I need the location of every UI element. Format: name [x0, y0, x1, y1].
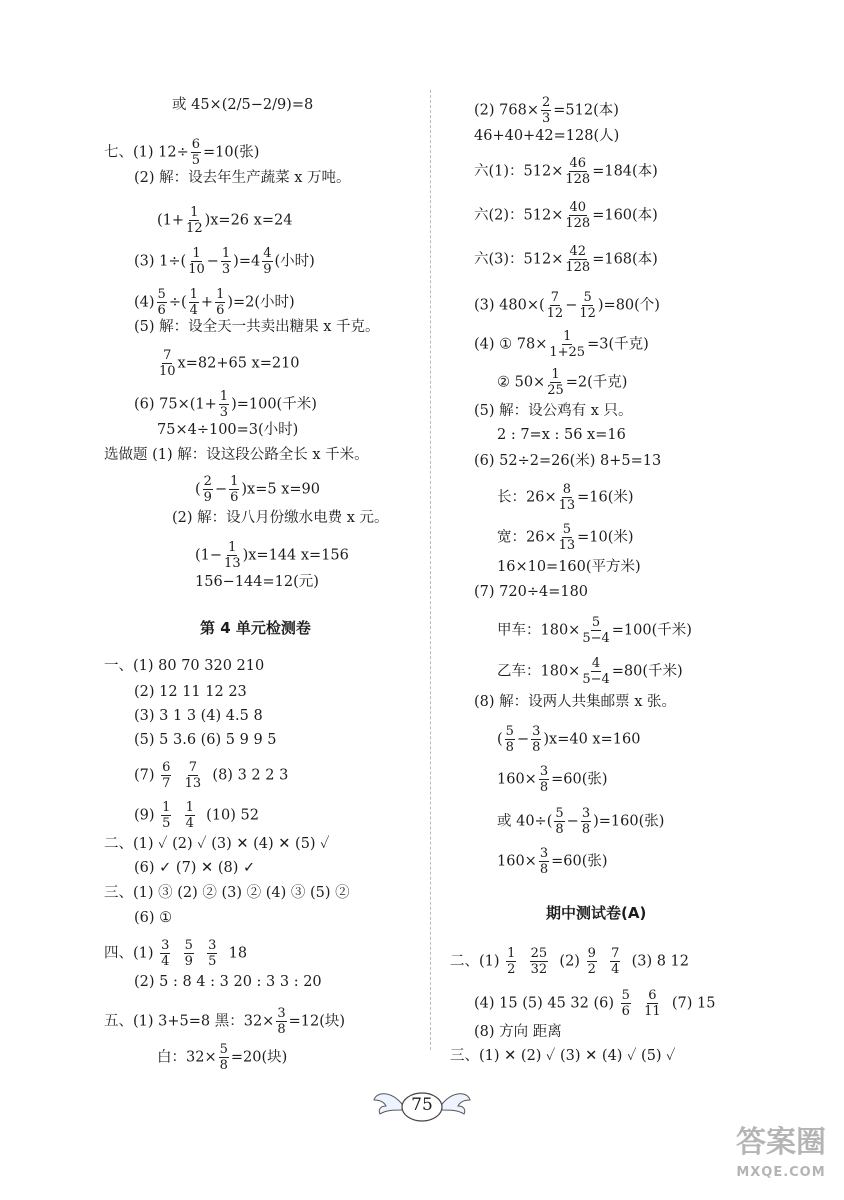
- answer-line: 长：26× $\frac{8}{13}$ =16(米): [497, 482, 634, 513]
- answer-line: (7) 720÷4=180: [474, 584, 589, 600]
- answer-line: (5) 解：设公鸡有 x 只。: [474, 403, 633, 419]
- fraction: $\frac{1}{25}$: [547, 367, 564, 398]
- fraction: $\frac{5}{12}$: [579, 290, 596, 321]
- fraction: $\frac{42}{128}$: [565, 244, 591, 275]
- fraction: $\frac{5}{6}$: [621, 988, 630, 1019]
- watermark: 答案圈 MXQE.COM: [736, 1125, 826, 1180]
- answer-line: 160× $\frac{3}{8}$ =60(张): [497, 846, 608, 877]
- fraction: $\frac{3}{8}$: [539, 764, 549, 795]
- answer-line: 五、(1) 3+5=8 黑：32× $\frac{3}{8}$ =12(块): [104, 1006, 346, 1037]
- answer-line: 75×4÷100=3(小时): [157, 422, 299, 438]
- answer-line: 四、(1) $\frac{3}{4}$ $\frac{5}{9}$ $\frac{3}{5}$ 18: [104, 938, 248, 969]
- fraction: $\frac{1}{12}$: [186, 205, 203, 236]
- answer-line: 六(1)：512× $\frac{46}{128}$ =184(本): [474, 156, 658, 187]
- fraction: $\frac{5}{5-4}$: [582, 615, 610, 646]
- fraction: $\frac{7}{13}$: [184, 760, 202, 791]
- answer-line: 2 : 7=x : 56 x=16: [497, 427, 626, 443]
- answer-line: (3) 1÷( $\frac{1}{10}$ − $\frac{1}{3}$ )=4 $\frac{4}{9}$ (小时): [134, 246, 315, 277]
- fraction: $\frac{9}{2}$: [587, 946, 596, 977]
- fraction: $\frac{46}{128}$: [565, 156, 591, 187]
- fraction: $\frac{3}{8}$: [532, 724, 541, 755]
- fraction: $\frac{1}{10}$: [188, 246, 205, 277]
- answer-line: (8) 方向 距离: [474, 1024, 562, 1040]
- answer-line: (4) 15 (5) 45 32 (6) $\frac{5}{6}$ $\frac{6}{11}$ (7) 15: [474, 988, 716, 1019]
- answer-line: 156−144=12(元): [195, 574, 319, 590]
- answer-line: 或 45×(2/5−2/9)=8: [172, 97, 314, 113]
- answer-line: 或 40÷( $\frac{5}{8}$ − $\frac{3}{8}$ )=160(张): [497, 806, 665, 837]
- fraction: $\frac{1}{6}$: [216, 287, 225, 318]
- answer-line: 选做题 (1) 解：设这段公路全长 x 千米。: [104, 447, 369, 463]
- fraction: $\frac{7}{10}$: [159, 348, 176, 379]
- answer-line: $\frac{7}{10}$ x=82+65 x=210: [159, 348, 300, 379]
- fraction: $\frac{1}{13}$: [224, 540, 241, 571]
- fraction: $\frac{8}{13}$: [558, 482, 576, 513]
- answer-line: (2) 12 11 12 23: [134, 684, 247, 700]
- answer-line: 46+40+42=128(人): [474, 128, 620, 144]
- answer-line: (5) 解：设全天一共卖出糖果 x 千克。: [134, 319, 380, 335]
- section-title: 期中测试卷(A): [546, 904, 647, 922]
- answer-line: (1+ $\frac{1}{12}$ )x=26 x=24: [157, 205, 293, 236]
- fraction: $\frac{3}{8}$: [539, 846, 549, 877]
- fraction: $\frac{5}{8}$: [505, 724, 514, 755]
- answer-line: 宽：26× $\frac{5}{13}$ =10(米): [497, 522, 634, 553]
- answer-line: (5) 5 3.6 (6) 5 9 9 5: [134, 732, 277, 748]
- answer-line: 三、(1) ✕ (2) ✓ (3) ✕ (4) ✓ (5) ✓: [450, 1048, 676, 1064]
- fraction: $\frac{2}{9}$: [203, 474, 212, 505]
- fraction: $\frac{3}{4}$: [161, 938, 170, 969]
- fraction: $\frac{5}{8}$: [219, 1042, 228, 1073]
- answer-line: (7) $\frac{6}{7}$ $\frac{7}{13}$ (8) 3 2 2 3: [134, 760, 289, 791]
- answer-line: (6) 52÷2=26(米) 8+5=13: [474, 453, 662, 469]
- answer-line: (2) 解：设去年生产蔬菜 x 万吨。: [134, 170, 351, 186]
- fraction: $\frac{1}{4}$: [185, 800, 194, 831]
- answer-line: ( $\frac{5}{8}$ − $\frac{3}{8}$ )x=40 x=160: [497, 724, 641, 755]
- fraction: $\frac{3}{8}$: [581, 806, 591, 837]
- answer-line: (4) $\frac{5}{6}$ ÷( $\frac{1}{4}$ + $\frac{1}{6}$ )=2(小时): [134, 287, 295, 318]
- answer-line: (2) 解：设八月份缴水电费 x 元。: [172, 510, 389, 526]
- fraction: $\frac{1}{6}$: [230, 474, 239, 505]
- answer-line: 二、(1) ✓ (2) ✓ (3) ✕ (4) ✕ (5) ✓: [104, 836, 330, 852]
- answer-line: ( $\frac{2}{9}$ − $\frac{1}{6}$ )x=5 x=90: [195, 474, 320, 505]
- fraction: $\frac{6}{11}$: [644, 988, 661, 1019]
- answer-line: (4) ① 78× $\frac{1}{1+25}$ =3(千克): [474, 329, 649, 360]
- section-title: 第 4 单元检测卷: [200, 619, 311, 637]
- answer-line: 乙车：180× $\frac{4}{5-4}$ =80(千米): [497, 656, 683, 687]
- column-divider: [430, 90, 431, 1050]
- answer-line: 白：32× $\frac{5}{8}$ =20(块): [157, 1042, 288, 1073]
- fraction: $\frac{7}{4}$: [611, 946, 620, 977]
- fraction: $\frac{7}{12}$: [546, 290, 564, 321]
- answer-line: 160× $\frac{3}{8}$ =60(张): [497, 764, 608, 795]
- answer-line: 三、(1) ③ (2) ② (3) ② (4) ③ (5) ②: [104, 885, 350, 901]
- answer-line: (8) 解：设两人共集邮票 x 张。: [474, 694, 677, 710]
- answer-line: 二、(1) $\frac{1}{2}$ $\frac{25}{32}$ (2) $\frac{9}{2}$ $\frac{7}{4}$ (3) 8 12: [450, 946, 690, 977]
- fraction: $\frac{5}{6}$: [157, 287, 166, 318]
- fraction: $\frac{4}{9}$: [263, 246, 272, 277]
- fraction: $\frac{40}{128}$: [565, 200, 591, 231]
- fraction: $\frac{1}{4}$: [189, 287, 198, 318]
- answer-line: 甲车：180× $\frac{5}{5-4}$ =100(千米): [497, 615, 692, 646]
- fraction: $\frac{5}{8}$: [555, 806, 564, 837]
- fraction: $\frac{3}{8}$: [277, 1006, 286, 1037]
- answer-line: 七、(1) 12÷ $\frac{6}{5}$ =10(张): [104, 137, 260, 168]
- fraction: $\frac{4}{5-4}$: [582, 656, 610, 687]
- answer-line: (2) 5 : 8 4 : 3 20 : 3 3 : 20: [134, 974, 322, 990]
- fraction: $\frac{6}{7}$: [162, 760, 171, 791]
- fraction: $\frac{6}{5}$: [191, 137, 201, 168]
- answer-line: 六(3)：512× $\frac{42}{128}$ =168(本): [474, 244, 658, 275]
- answer-line: (6) 75×(1+ $\frac{1}{3}$ )=100(千米): [134, 389, 317, 420]
- fraction: $\frac{2}{3}$: [541, 95, 551, 126]
- answer-line: (6) ①: [134, 910, 173, 926]
- fraction: $\frac{1}{5}$: [162, 800, 171, 831]
- fraction: $\frac{25}{32}$: [530, 946, 548, 977]
- page-number-badge: [372, 1080, 472, 1126]
- fraction: $\frac{5}{13}$: [558, 522, 576, 553]
- fraction: $\frac{1}{3}$: [221, 246, 231, 277]
- answer-line: ② 50× $\frac{1}{25}$ =2(千克): [497, 367, 628, 398]
- answer-line: 一、(1) 80 70 320 210: [104, 658, 265, 674]
- answer-line: (6) ✓ (7) ✕ (8) ✓: [134, 860, 256, 876]
- page-number: 75: [411, 1095, 433, 1115]
- answer-line: 六(2)：512× $\frac{40}{128}$ =160(本): [474, 200, 658, 231]
- fraction: $\frac{1}{1+25}$: [549, 329, 586, 360]
- answer-line: (3) 480×( $\frac{7}{12}$ − $\frac{5}{12}$ )=80(个): [474, 290, 660, 321]
- answer-line: (9) $\frac{1}{5}$ $\frac{1}{4}$ (10) 52: [134, 800, 259, 831]
- answer-line: (1− $\frac{1}{13}$ )x=144 x=156: [195, 540, 349, 571]
- fraction: $\frac{5}{9}$: [184, 938, 193, 969]
- answer-line: (2) 768× $\frac{2}{3}$ =512(本): [474, 95, 619, 126]
- answer-line: 16×10=160(平方米): [497, 559, 641, 575]
- fraction: $\frac{1}{2}$: [507, 946, 516, 977]
- fraction: $\frac{1}{3}$: [219, 389, 229, 420]
- fraction: $\frac{3}{5}$: [208, 938, 217, 969]
- answer-line: (3) 3 1 3 (4) 4.5 8: [134, 708, 263, 724]
